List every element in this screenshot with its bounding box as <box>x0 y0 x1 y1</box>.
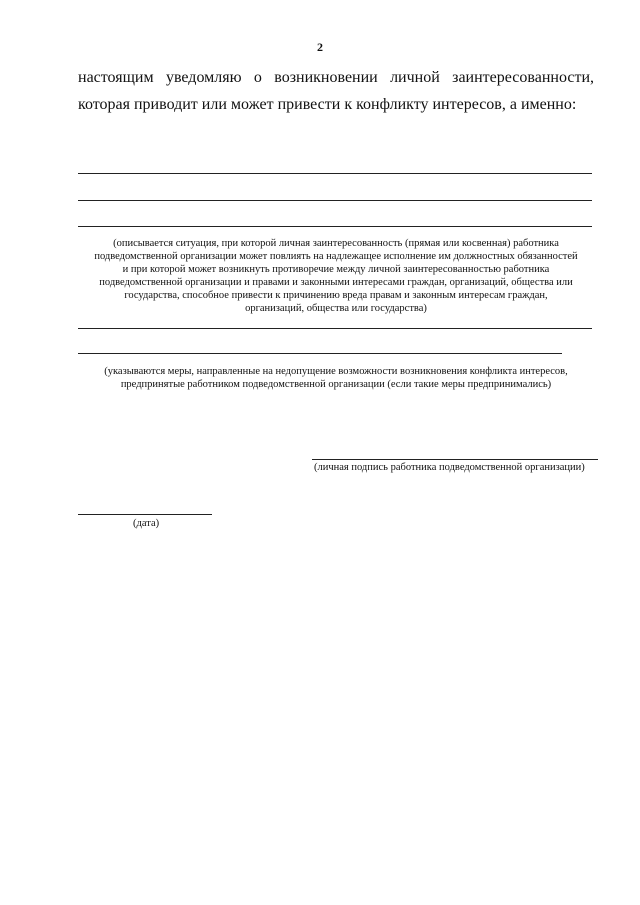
situation-note-line: (описывается ситуация, при которой личная заинтересованность (прямая или косвенная) работника <box>113 238 559 249</box>
signature-caption: (личная подпись работника подведомственной организации) <box>314 462 585 473</box>
measures-note-line: предпринятые работником подведомственной организации (если такие меры предпринимались) <box>120 379 552 390</box>
measures-blank-line-1 <box>78 328 592 329</box>
measures-note-line: (указываются меры, направленные на недопущение возможности возникновения конфликта интересов, <box>104 366 568 377</box>
intro-line-1: настоящим уведомляю о возникновении личной заинтересованности, <box>78 69 594 86</box>
situation-blank-line-1 <box>78 173 592 174</box>
situation-note-line: подведомственной организации и правами и законными интересами граждан, организаций, общества или <box>99 277 573 288</box>
intro-line-2: которая приводит или может привести к конфликту интересов, а именно: <box>78 96 577 113</box>
situation-blank-line-3 <box>78 226 592 227</box>
page-number: 2 <box>317 40 323 54</box>
measures-note <box>78 365 594 391</box>
situation-blank-line-2 <box>78 200 592 201</box>
measures-blank-line-2 <box>78 353 562 354</box>
date-caption: (дата) <box>133 518 160 529</box>
situation-note-line: и при которой может возникнуть противоречие между личной заинтересованностью работника <box>122 264 550 275</box>
date-line <box>78 514 212 515</box>
situation-note-line: организаций, общества или государства) <box>245 303 427 314</box>
situation-note-line: государства, способное привести к причинению вреда правам и законным интересам граждан, <box>124 290 548 301</box>
situation-note <box>78 237 594 315</box>
situation-note-line: подведомственной организации может повлиять на надлежащее исполнение им должностных обязанностей <box>94 251 578 262</box>
signature-line <box>312 459 598 460</box>
